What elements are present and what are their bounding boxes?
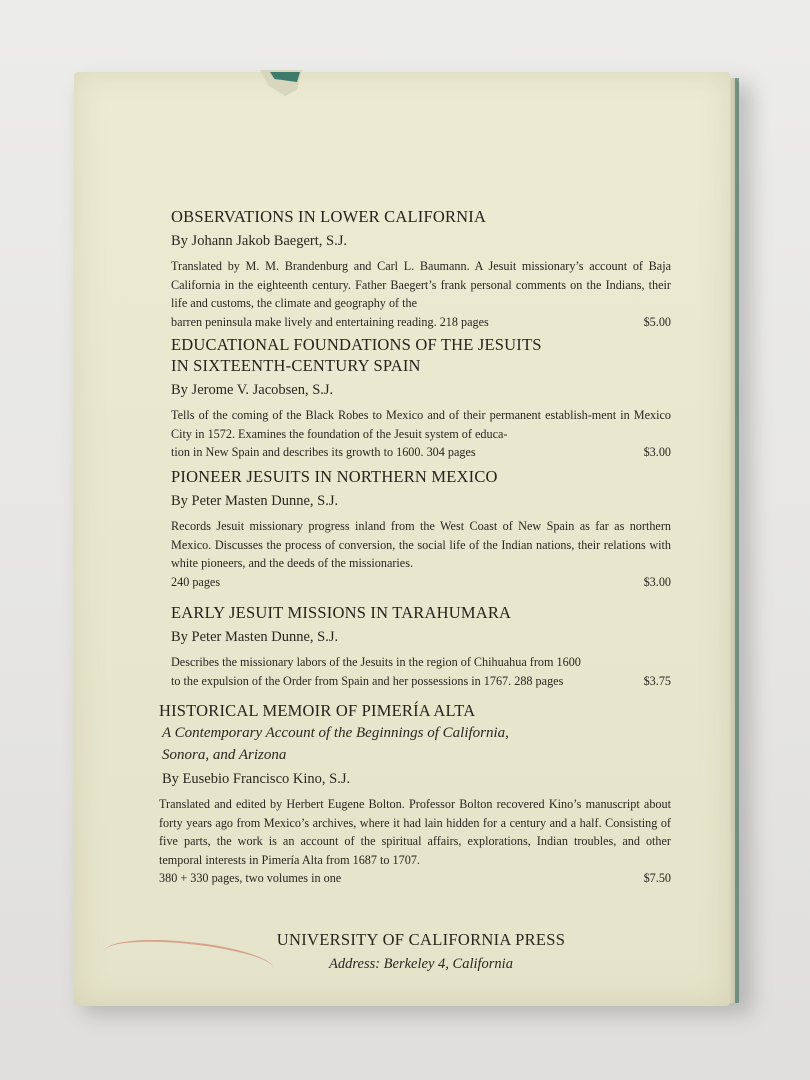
book-description: Translated and edited by Herbert Eugene Bolton. Professor Bolton recovered Kino’s manuscript about forty years ago from Mexico’s archives, where it had lain hidden for a century and a half. Consisting of five parts, the work is an account of the spiritual affairs, explorations, Indian troubles, and other temporal interests in Pimería Alta from 1687 to 1707. <box>159 797 671 867</box>
book-title: OBSERVATIONS IN LOWER CALIFORNIA <box>171 207 487 226</box>
book-entry-observations <box>171 206 671 331</box>
book-description: Describes the missionary labors of the Jesuits in the region of Chihuahua from 1600 <box>171 655 581 669</box>
book-title: EARLY JESUIT MISSIONS IN TARAHUMARA <box>171 603 512 622</box>
book-pages: barren peninsula make lively and entertaining reading. 218 pages <box>171 314 489 329</box>
book-subtitle-line1: A Contemporary Account of the Beginnings of California, <box>162 725 509 741</box>
book-subtitle-line2: Sonora, and Arizona <box>162 747 287 763</box>
book-entry-pioneer-jesuits <box>171 466 671 591</box>
book-description: Records Jesuit missionary progress inland from the West Coast of New Spain as far as northern Mexico. Discusses the process of conversion, the social life of the Indian nations, their relations with white pioneers, and the deeds of the missionaries. <box>171 519 671 570</box>
book-pages: 240 pages <box>171 574 221 589</box>
book-price: $3.75 <box>643 673 671 688</box>
book-entry-educational-foundations <box>171 334 671 462</box>
book-title-line1: EDUCATIONAL FOUNDATIONS OF THE JESUITS <box>171 335 542 354</box>
book-price: $7.50 <box>643 871 671 885</box>
book-author: By Johann Jakob Baegert, S.J. <box>171 233 347 249</box>
book-title: HISTORICAL MEMOIR OF PIMERÍA ALTA <box>159 701 476 720</box>
book-pages-price <box>159 869 671 888</box>
book-pages-price <box>171 443 671 462</box>
book-pages-price <box>171 313 671 332</box>
book-title: PIONEER JESUITS IN NORTHERN MEXICO <box>171 467 498 486</box>
book-entry-early-jesuit-missions <box>171 602 671 690</box>
book-pages: to the expulsion of the Order from Spain and her possessions in 1767. 288 pages <box>171 673 564 688</box>
book-pages: 380 + 330 pages, two volumes in one <box>159 871 342 885</box>
book-description: Tells of the coming of the Black Robes to Mexico and of their permanent establish-ment in Mexico City in 1572. Examines the foundation of the Jesuit system of educa- <box>171 408 671 441</box>
book-pages-price <box>171 672 671 691</box>
publisher-name: UNIVERSITY OF CALIFORNIA PRESS <box>276 930 566 949</box>
book-description: Translated by M. M. Brandenburg and Carl L. Baumann. A Jesuit missionary’s account of Baja California in the eighteenth century. Father Baegert’s frank personal comments on the Indians, their life and customs, the climate and geography of the <box>171 259 671 310</box>
book-price: $5.00 <box>643 314 671 329</box>
publisher-address: Address: Berkeley 4, California <box>329 956 513 972</box>
book-price: $3.00 <box>643 445 671 459</box>
book-author: By Eusebio Francisco Kino, S.J. <box>162 771 351 787</box>
book-author: By Peter Masten Dunne, S.J. <box>171 629 339 645</box>
publisher-block <box>171 916 671 973</box>
book-title-line2: IN SIXTEENTH-CENTURY SPAIN <box>171 356 421 375</box>
book-author: By Peter Masten Dunne, S.J. <box>171 493 339 509</box>
book-entry-historical-memoir <box>159 700 671 888</box>
book-pages: tion in New Spain and describes its growth to 1600. 304 pages <box>171 445 476 459</box>
book-author: By Jerome V. Jacobsen, S.J. <box>171 382 334 398</box>
book-price: $3.00 <box>643 574 671 589</box>
book-pages-price <box>171 573 671 592</box>
book-back-cover <box>74 72 730 1006</box>
